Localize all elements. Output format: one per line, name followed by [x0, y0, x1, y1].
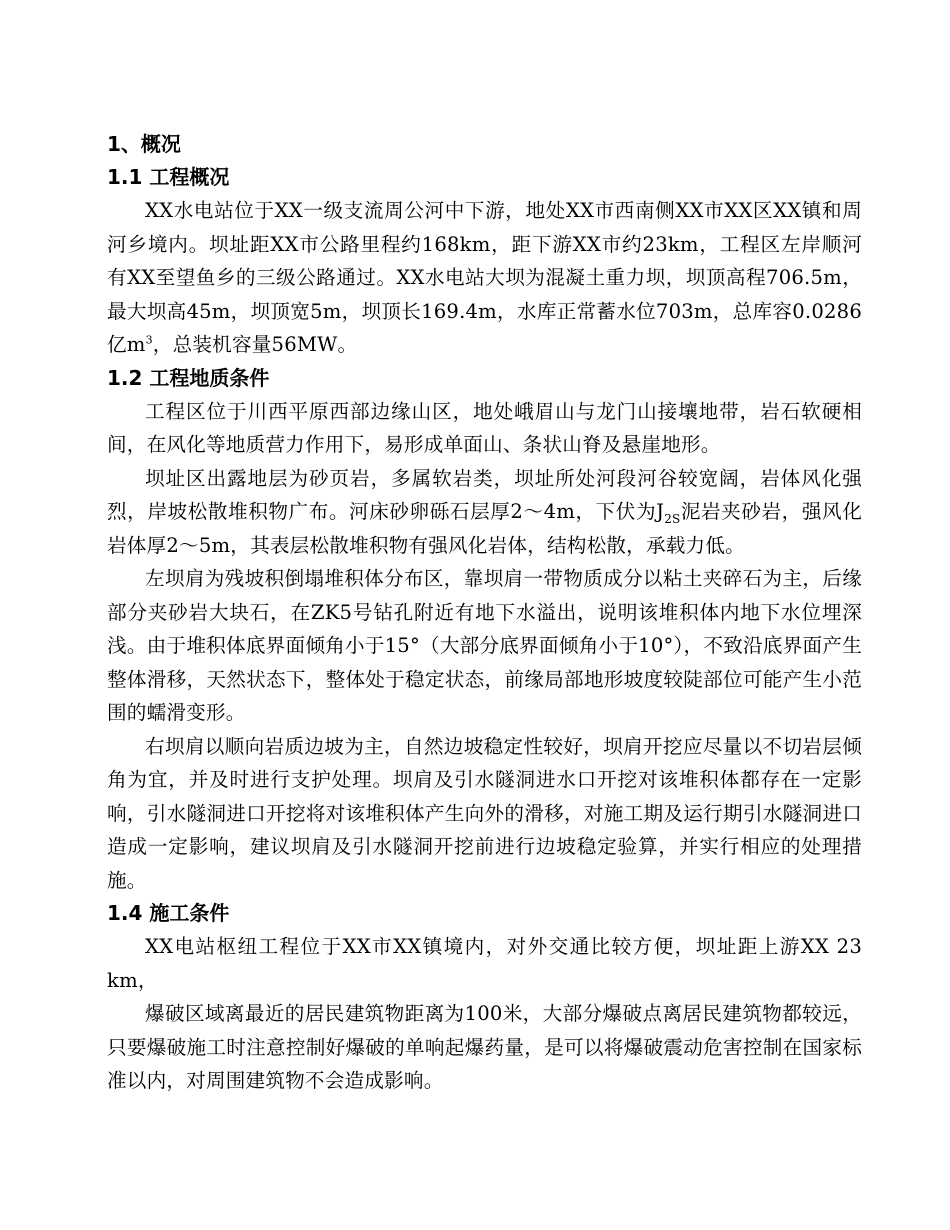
paragraph-dam-site-strata [107, 462, 862, 563]
paragraph-text: ，总装机容量56MW。 [152, 333, 358, 356]
section-heading-1-4: 1.4 施工条件 [107, 901, 230, 925]
paragraph-project-overview [107, 194, 862, 362]
paragraph-left-abutment: 左坝肩为残坡积倒塌堆积体分布区，靠坝肩一带物质成分以粘土夹碎石为主，后缘部分夹砂岩大块石，在ZK5号钻孔附近有地下水溢出，说明该堆积体内地下水位埋深浅。由于堆积体底界面倾角小于15°（大部分底界面倾角小于10°），不致沿底界面产生整体滑移，天然状态下，整体处于稳定状态，前缘局部地形坡度较陡部位可能产生小范围的蠕滑变形。 [107, 567, 862, 724]
paragraph-geology-region: 工程区位于川西平原西部边缘山区，地处峨眉山与龙门山接壤地带，岩石软硬相间，在风化等地质营力作用下，易形成单面山、条状山脊及悬崖地形。 [107, 399, 862, 456]
paragraph-text: 泥岩夹砂岩，强风化岩体厚2～5m，其表层松散堆积物有强风化岩体，结构松散，承载力低。 [107, 500, 862, 557]
section-heading-1: 1、概况 [107, 132, 181, 156]
section-heading-1-2: 1.2 工程地质条件 [107, 365, 270, 390]
paragraph-construction-conditions: XX电站枢纽工程位于XX市XX镇境内，对外交通比较方便，坝址距上游XX 23 km， [107, 935, 862, 992]
document-page [107, 128, 862, 1098]
paragraph-right-abutment: 右坝肩以顺向岩质边坡为主，自然边坡稳定性较好，坝肩开挖应尽量以不切岩层倾角为宜，并及时进行支护处理。坝肩及引水隧洞进水口开挖对该堆积体都存在一定影响，引水隧洞进口开挖将对该堆积体产生向外的滑移，对施工期及运行期引水隧洞进口造成一定影响，建议坝肩及引水隧洞开挖前进行边坡稳定验算，并实行相应的处理措施。 [107, 734, 862, 892]
superscript: 3 [145, 333, 153, 347]
subscript: 2S [664, 511, 681, 526]
paragraph-text: XX水电站位于XX一级支流周公河中下游，地处XX市西南侧XX市XX区XX镇和周河乡境内。坝址距XX市公路里程约168km，距下游XX市约23km，工程区左岸顺河有XX至望鱼乡的三级公路通过。XX水电站大坝为混凝土重力坝，坝顶高程706.5m，最大坝高45m，坝顶宽5m，坝顶长169.4m，水库正常蓄水位703m，总库容0.0286亿m [107, 199, 862, 356]
paragraph-blasting: 爆破区域离最近的居民建筑物距离为100米，大部分爆破点离居民建筑物都较远，只要爆破施工时注意控制好爆破的单响起爆药量，是可以将爆破震动危害控制在国家标准以内，对周围建筑物不会造成影响。 [107, 1002, 862, 1092]
section-heading-1-1: 1.1 工程概况 [107, 165, 230, 189]
paragraph-text: 坝址区出露地层为砂页岩，多属软岩类，坝址所处河段河谷较宽阔，岩体风化强烈，岸坡松散堆积物广布。河床砂卵砾石层厚2～4m，下伏为J [107, 466, 862, 523]
